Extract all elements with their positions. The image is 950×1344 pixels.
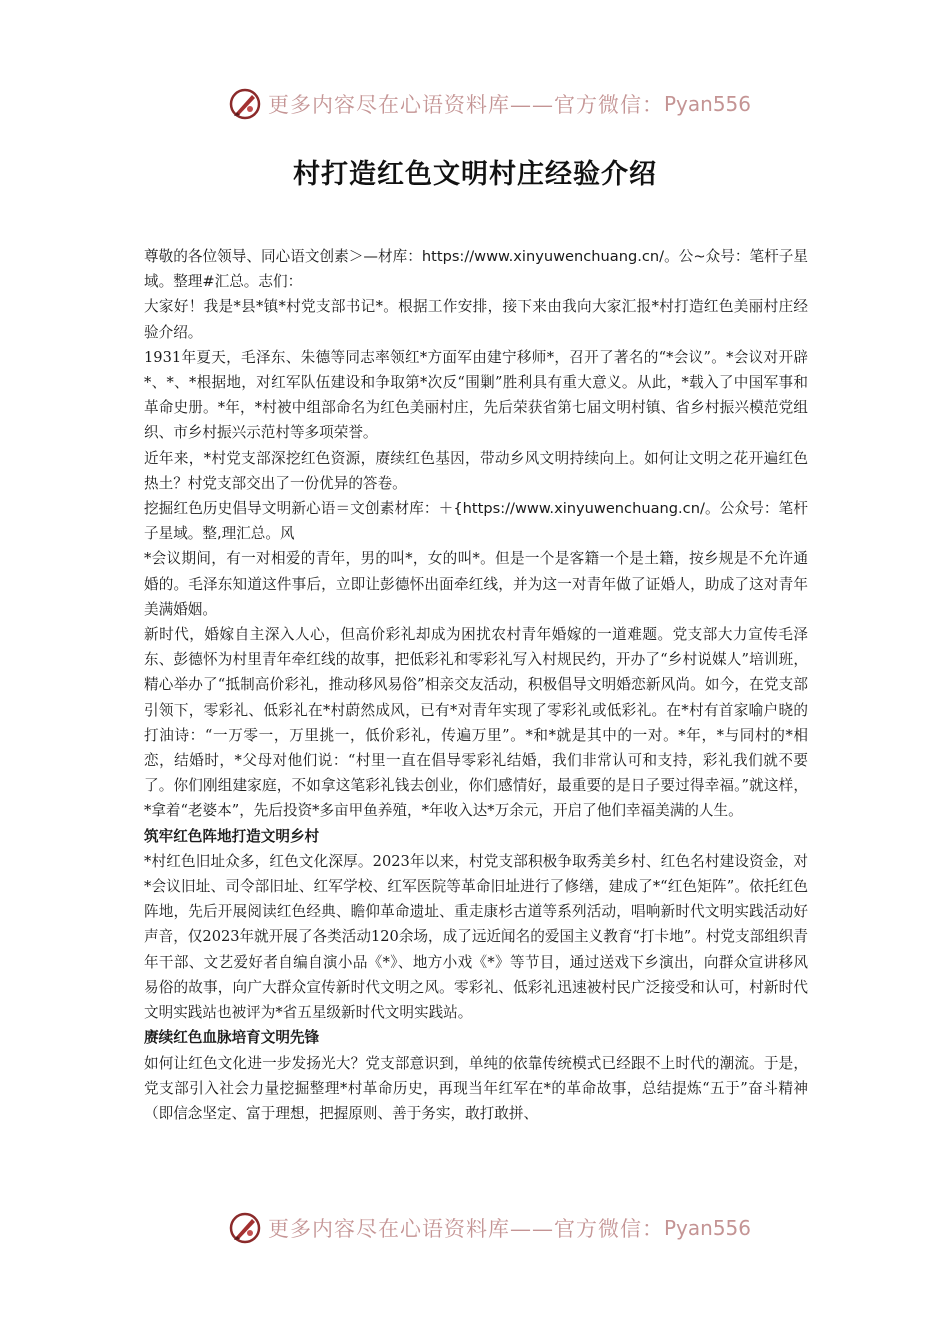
- paragraph: 1931年夏天，毛泽东、朱德等同志率领红*方面军由建宁移师*，召开了著名的“*会议”。*会议对开辟*、*、*根据地，对红军队伍建设和争取第*次反“围剿”胜利具有重大意义。从此，*载入了中国军事和革命史册。*年，*村被中组部命名为红色美丽村庄，先后荣获省第七届文明村镇、省乡村振兴模范党组织、市乡村振兴示范村等多项荣誉。: [144, 348, 808, 442]
- bottom-banner: [228, 1208, 752, 1248]
- banner-text: 更多内容尽在心语资料库——官方微信：: [268, 93, 664, 117]
- paragraph: *会议期间，有一对相爱的青年，男的叫*，女的叫*。但是一个是客籍一个是土籍，按乡规是不允许通婚的。毛泽东知道这件事后，立即让彭德怀出面牵红线，并为这一对青年做了证婚人，助成了这对青年美满婚姻。: [144, 550, 808, 618]
- paragraph: 如何让红色文化进一步发扬光大？党支部意识到，单纯的依靠传统模式已经跟不上时代的潮流。于是，党支部引入社会力量挖掘整理*村革命历史，再现当年红军在*的革命故事，总结提炼“五于”奋斗精神（即信念坚定、富于理想，把握原则、善于务实，敢打敢拼、: [144, 1054, 808, 1122]
- paragraph-section-note: 挖掘红色历史倡导文明新心语＝文创素材库：＋{https://www.xinyuwenchuang.cn/。公众号：笔杆子星域。整,理汇总。风: [144, 500, 808, 543]
- section-heading: 筑牢红色阵地打造文明乡村: [144, 827, 320, 845]
- paragraph: 大家好！我是*县*镇*村党支部书记*。根据工作安排，接下来由我向大家汇报*村打造红色美丽村庄经验介绍。: [144, 298, 808, 341]
- paragraph-intro: 尊敬的各位领导、同心语文创素＞—材库：https://www.xinyuwenchuang.cn/。公~众号：笔杆子星域。整理#汇总。志们：: [144, 248, 808, 291]
- pen-circle-logo-icon: [228, 87, 262, 121]
- paragraph: 新时代，婚嫁自主深入人心，但高价彩礼却成为困扰农村青年婚嫁的一道难题。党支部大力宣传毛泽东、彭德怀为村里青年牵红线的故事，把低彩礼和零彩礼写入村规民约，开办了“乡村说媒人”培训班，精心举办了“抵制高价彩礼，推动移风易俗”相亲交友活动，积极倡导文明婚恋新风尚。如今，在党支部引领下，零彩礼、低彩礼在*村蔚然成风，已有*对青年实现了零彩礼或低彩礼。在*村有首家喻户晓的打油诗：“一万零一，万里挑一，低价彩礼，传遍万里”。*和*就是其中的一对。*年，*与同村的*相恋，结婚时，*父母对他们说：“村里一直在倡导零彩礼结婚，我们非常认可和支持，彩礼我们就不要了。你们刚组建家庭，不如拿这笔彩礼钱去创业，你们感情好，最重要的是日子要过得幸福。”就这样，*拿着“老婆本”，先后投资*多亩甲鱼养殖，*年收入达*万余元，开启了他们幸福美满的人生。: [144, 626, 808, 820]
- banner-wechat-id: Pyan556: [664, 92, 752, 116]
- banner-text: 更多内容尽在心语资料库——官方微信：: [268, 1217, 664, 1241]
- document-title: 村打造红色文明村庄经验介绍: [293, 159, 657, 190]
- section-heading: 赓续红色血脉培育文明先锋: [144, 1029, 320, 1047]
- top-banner: [228, 84, 752, 124]
- document-body: [144, 244, 808, 1126]
- pen-circle-logo-icon: [228, 1211, 262, 1245]
- banner-wechat-id: Pyan556: [664, 1216, 752, 1240]
- paragraph: *村红色旧址众多，红色文化深厚。2023年以来，村党支部积极争取秀美乡村、红色名村建设资金，对*会议旧址、司令部旧址、红军学校、红军医院等革命旧址进行了修缮，建成了*“红色矩阵”。依托红色阵地，先后开展阅读红色经典、瞻仰革命遗址、重走康杉古道等系列活动，唱响新时代文明实践活动好声音，仅2023年就开展了各类活动120余场，成了远近闻名的爱国主义教育“打卡地”。村党支部组织青年干部、文艺爱好者自编自演小品《*》、地方小戏《*》等节目，通过送戏下乡演出，向群众宣讲移风易俗的故事，向广大群众宣传新时代文明之风。零彩礼、低彩礼迅速被村民广泛接受和认可，村新时代文明实践站也被评为*省五星级新时代文明实践站。: [144, 852, 808, 1022]
- paragraph: 近年来，*村党支部深挖红色资源，赓续红色基因，带动乡风文明持续向上。如何让文明之花开遍红色热土？村党支部交出了一份优异的答卷。: [144, 449, 808, 492]
